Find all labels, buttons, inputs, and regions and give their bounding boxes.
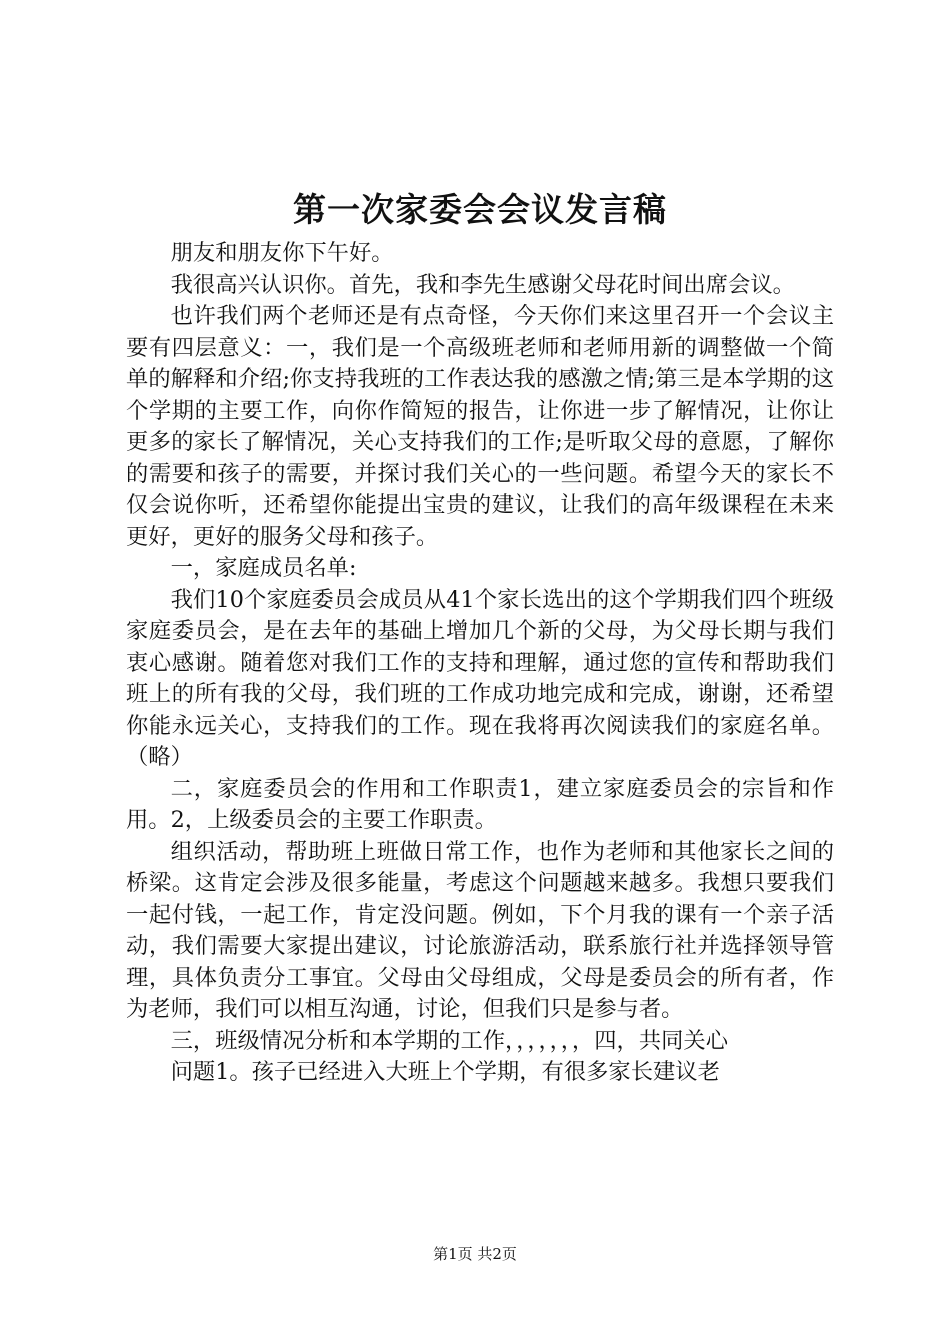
section-heading-members: 一，家庭成员名单: [170,555,357,581]
paragraph-greeting: 朋友和朋友你下午好。 [170,240,394,266]
paragraph-purpose: 也许我们两个老师还是有点奇怪，今天你们来这里召开一个会议主要有四层意义：一，我们是一个高级班老师和老师用新的调整做一个简单的解释和介绍;你支持我班的工作表达我的感激之情;第三是本学期的这个学期的主要工作，向你作简短的报告，让你进一步了解情况，让你让更多的家长了解情况，关心支持我们的工作;是听取父母的意愿，了解你的需要和孩子的需要，并探讨我们关心的一些问题。希望今天的家长不仅会说你听，还希望你能提出宝贵的建议，让我们的高年级课程在未来更好，更好的服务父母和孩子。 [126,303,834,550]
page-footer: 第1页 共2页 [433,1245,517,1263]
section-heading-class-analysis: 三，班级情况分析和本学期的工作，，，，，，，四，共同关心 [170,1027,729,1054]
paragraph-questions: 问题1。孩子已经进入大班上个学期，有很多家长建议老 [170,1059,720,1085]
document-body [126,238,834,1089]
section-heading-duties: 二，家庭委员会的作用和工作职责1，建立家庭委员会的宗旨和作用。2，上级委员会的主要工作职责。 [126,775,834,833]
document-page [126,0,834,1089]
paragraph-activities: 组织活动，帮助班上班做日常工作，也作为老师和其他家长之间的桥梁。这肯定会涉及很多能量，考虑这个问题越来越多。我想只要我们一起付钱，一起工作，肯定没问题。例如，下个月我的课有一个亲子活动，我们需要大家提出建议，讨论旅游活动，联系旅行社并选择领导管理，具体负责分工事宜。父母由父母组成，父母是委员会的所有者，作为老师，我们可以相互沟通，讨论，但我们只是参与者。 [126,838,834,1022]
document-title: 第一次家委会会议发言稿 [293,190,667,229]
paragraph-welcome: 我很高兴认识你。首先，我和李先生感谢父母花时间出席会议。 [170,271,795,298]
paragraph-members: 我们10个家庭委员会成员从41个家长选出的这个学期我们四个班级家庭委员会，是在去年的基础上增加几个新的父母，为父母长期与我们衷心感谢。随着您对我们工作的支持和理解，通过您的宣传和帮助我们班上的所有我的父母，我们班的工作成功地完成和完成，谢谢，还希望你能永远关心，支持我们的工作。现在我将再次阅读我们的家庭名单。（略） [126,586,834,770]
